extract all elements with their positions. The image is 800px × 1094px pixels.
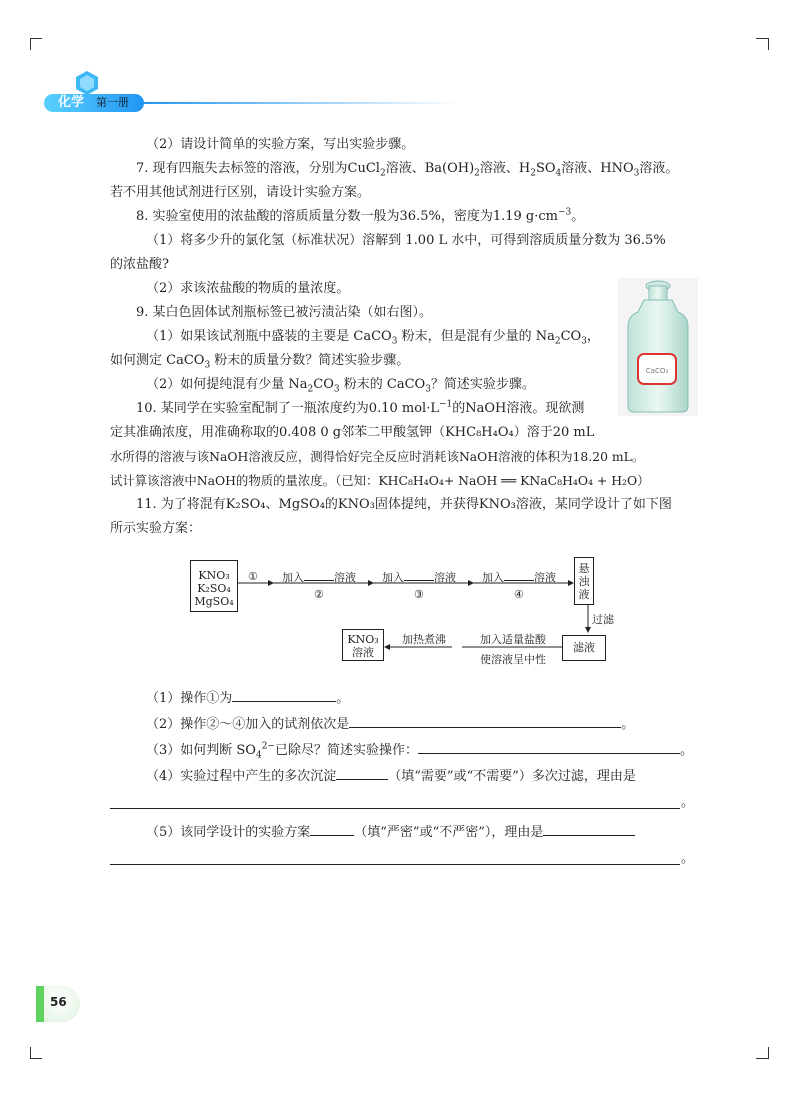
step-3-label: ③ bbox=[414, 588, 424, 601]
start-mixture-box: KNO₃ K₂SO₄ MgSO₄ bbox=[190, 560, 238, 612]
answer-blank[interactable] bbox=[110, 864, 680, 865]
answer-blank[interactable] bbox=[232, 687, 336, 702]
suspension-box: 悬 浊 液 bbox=[574, 557, 594, 605]
paragraph: （2）求该浓盐酸的物质的量浓度。 bbox=[146, 281, 350, 296]
crop-mark bbox=[30, 1058, 42, 1059]
reagent-step-4: 加入 溶液 bbox=[482, 571, 556, 584]
paragraph: 如何测定 CaCO$_3$ 粉末的质量分数？简述实验步骤。 bbox=[110, 353, 410, 371]
question-4-answer-line: 。 bbox=[110, 790, 695, 816]
crop-mark bbox=[756, 1058, 768, 1059]
question-3: （3）如何判断 $SO_4^{2-}$已除尽？简述实验操作： 。 bbox=[110, 738, 695, 764]
reagent-step-3: 加入 溶液 bbox=[382, 571, 456, 584]
svg-text:CaCO₃: CaCO₃ bbox=[645, 367, 669, 375]
page-header bbox=[44, 70, 764, 114]
header-rule bbox=[140, 102, 460, 104]
page-number-tab bbox=[36, 986, 44, 1022]
paragraph: （2）如何提纯混有少量 $Na_2CO_3$ 粉末的 CaCO$_3$？简述实验步骤。 bbox=[146, 377, 535, 395]
reagent-bottle-illustration bbox=[618, 278, 698, 416]
paragraph: 所示实验方案： bbox=[110, 521, 202, 536]
paragraph: 7. 现有四瓶失去标签的溶液，分别为CuCl$_2$溶液、$Ba(OH)_2$溶液、$H_2SO_4$溶液、$HNO_3$溶液。 bbox=[136, 161, 679, 179]
filter-label: 过滤 bbox=[592, 613, 614, 626]
header-logo-text: 化学 bbox=[58, 95, 85, 110]
boil-label: 加热煮沸 bbox=[402, 633, 446, 646]
crop-mark bbox=[30, 1047, 31, 1059]
hexagon-logo-icon bbox=[74, 70, 100, 96]
answer-blank[interactable] bbox=[310, 821, 354, 836]
step-2-label: ② bbox=[314, 588, 324, 601]
reagent-step-2: 加入 溶液 bbox=[282, 571, 356, 584]
answer-blank[interactable] bbox=[110, 808, 680, 809]
paragraph: （2）请设计简单的实验方案，写出实验步骤。 bbox=[146, 137, 415, 152]
paragraph: 水所得的溶液与该NaOH溶液反应，测得恰好完全反应时消耗该NaOH溶液的体积为18.20 mL。 bbox=[110, 449, 645, 464]
paragraph: 8. 实验室使用的浓盐酸的溶质质量分数一般为36.5%，密度为1.19 $g\cdot cm^{-3}$。 bbox=[136, 207, 585, 224]
crop-mark bbox=[756, 38, 768, 39]
crop-mark bbox=[30, 38, 31, 50]
question-5-answer-line: 。 bbox=[110, 846, 695, 872]
paragraph: 的浓盐酸? bbox=[110, 257, 169, 272]
paragraph: 9. 某白色固体试剂瓶标签已被污渍沾染（如右图）。 bbox=[136, 305, 433, 320]
experiment-flow-diagram bbox=[190, 555, 630, 665]
filtrate-box: 滤液 bbox=[562, 635, 606, 661]
header-book-title: 第一册 bbox=[96, 96, 129, 109]
step-1-label: ① bbox=[248, 570, 258, 583]
paragraph: 若不用其他试剂进行区别，请设计实验方案。 bbox=[110, 185, 371, 200]
paragraph: 10. 某同学在实验室配制了一瓶浓度约为0.10 $mol\cdot L^{-1}$的NaOH溶液。现欲测 bbox=[136, 399, 585, 416]
end-product-box: KNO₃ 溶液 bbox=[342, 629, 384, 661]
question-5: （5）该同学设计的实验方案 （填“严密”或“不严密”），理由是 bbox=[110, 820, 695, 846]
answer-blank[interactable] bbox=[418, 739, 680, 754]
crop-mark bbox=[30, 38, 42, 39]
paragraph: 试计算该溶液中NaOH的物质的量浓度。（已知：KHC₈H₄O₄+ NaOH ══ KNaC₈H₄O₄ + H₂O） bbox=[110, 473, 650, 488]
crop-mark bbox=[768, 1047, 769, 1059]
answer-blank[interactable] bbox=[543, 821, 635, 836]
paragraph: 定其准确浓度，用准确称取的0.408 0 g邻苯二甲酸氢钾（KHC₈H₄O₄）溶于20 mL bbox=[110, 425, 595, 440]
exercise-text bbox=[110, 133, 695, 541]
acid-label-bottom: 使溶液呈中性 bbox=[480, 653, 546, 666]
paragraph: （1）将多少升的氯化氢（标准状况）溶解到 1.00 L 水中，可得到溶质质量分数为 36.5% bbox=[146, 233, 666, 248]
page-number: 56 bbox=[50, 995, 67, 1009]
answer-blank[interactable] bbox=[349, 713, 621, 728]
paragraph: （1）如果该试剂瓶中盛装的主要是 CaCO$_3$ 粉末，但是混有少量的 $Na_2CO_3$， bbox=[146, 329, 600, 347]
question-1: （1）操作①为 。 bbox=[110, 686, 695, 712]
question-4: （4）实验过程中产生的多次沉淀 （填“需要”或“不需要”）多次过滤，理由是 bbox=[110, 764, 695, 790]
step-4-label: ④ bbox=[514, 588, 524, 601]
sub-questions bbox=[110, 686, 695, 872]
question-2: （2）操作②～④加入的试剂依次是 。 bbox=[110, 712, 695, 738]
crop-mark bbox=[768, 38, 769, 50]
paragraph: 11. 为了将混有K₂SO₄、MgSO₄的KNO₃固体提纯，并获得KNO₃溶液，某同学设计了如下图 bbox=[136, 497, 672, 512]
acid-label-top: 加入适量盐酸 bbox=[480, 633, 546, 646]
answer-blank[interactable] bbox=[336, 765, 388, 780]
